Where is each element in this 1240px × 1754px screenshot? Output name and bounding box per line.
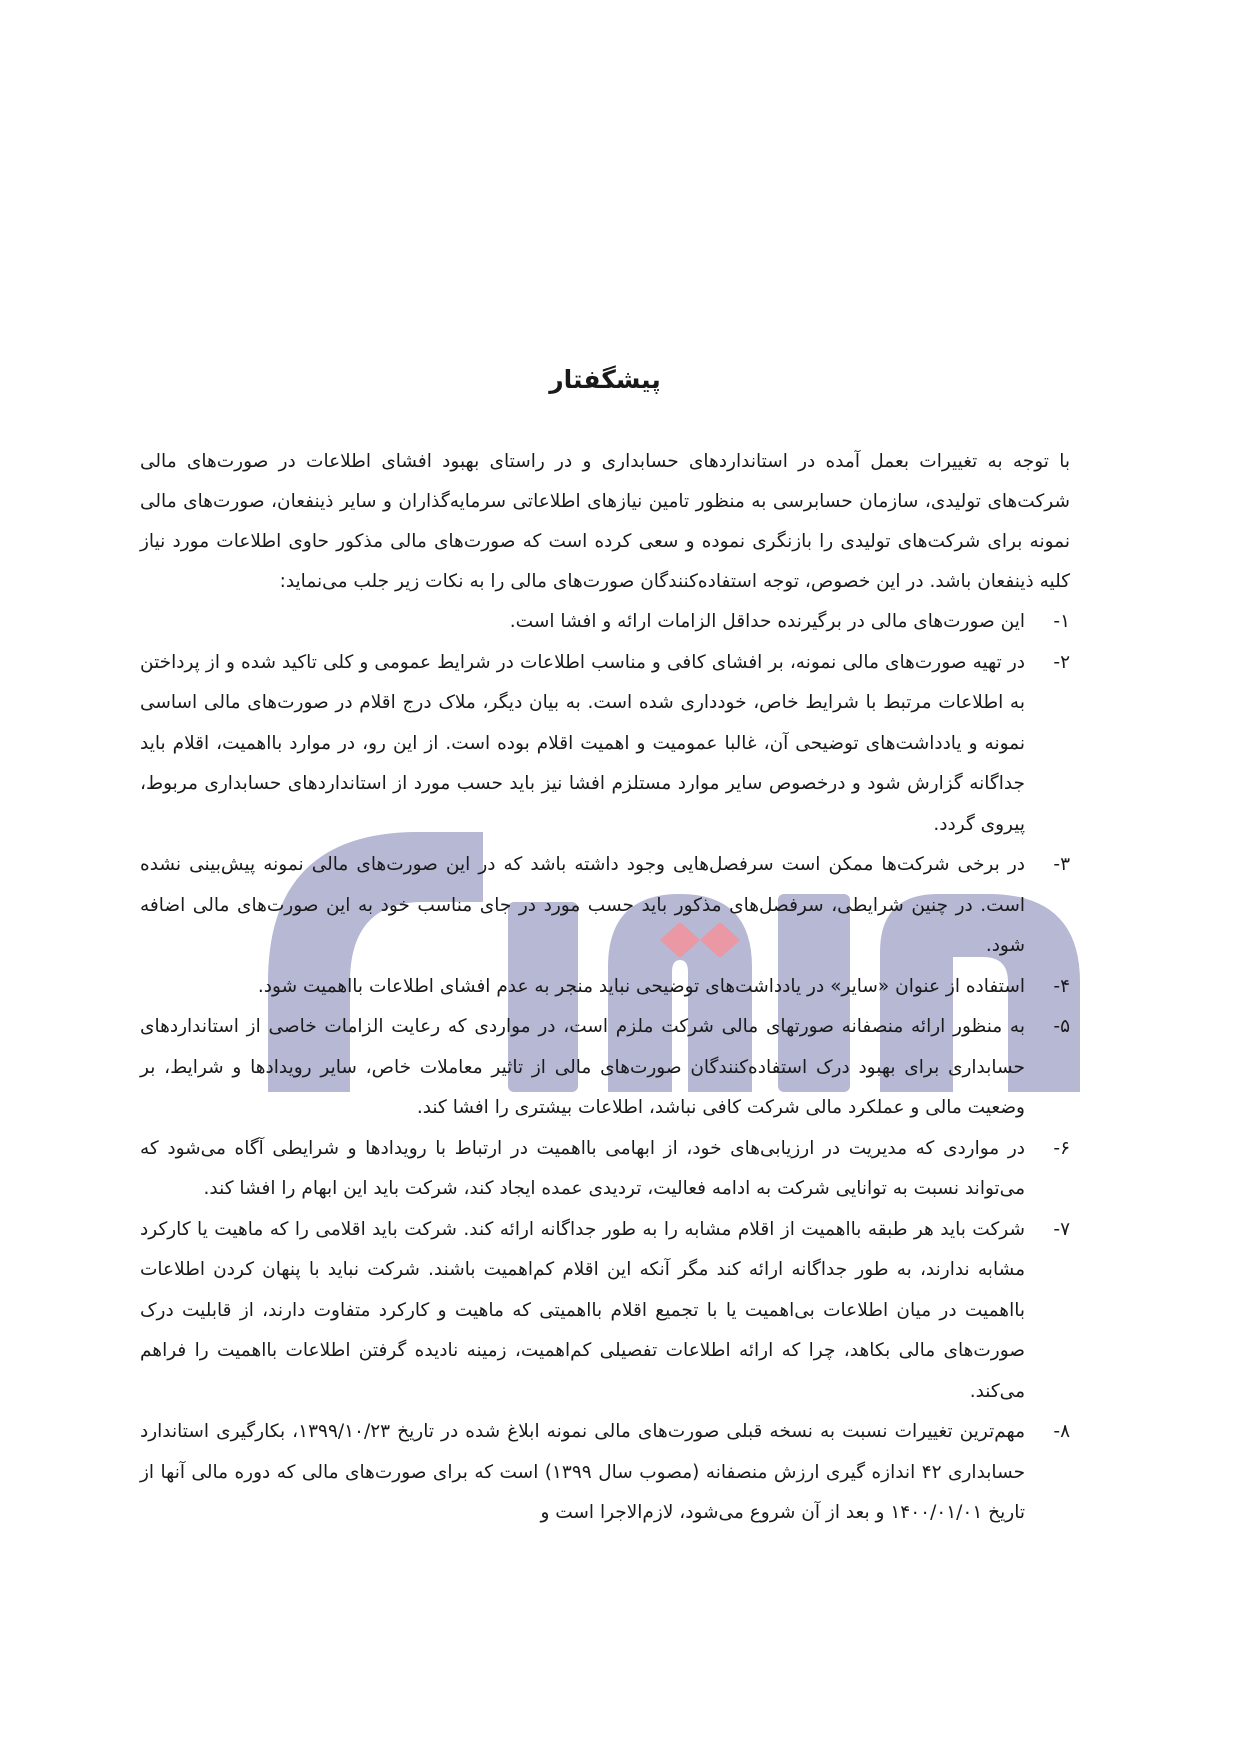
list-item-number: ۵- bbox=[1053, 1016, 1070, 1037]
list-item-number: ۸- bbox=[1053, 1421, 1070, 1442]
list-item bbox=[140, 643, 1070, 846]
list-item-text: مهم‌ترین تغییرات نسبت به نسخه قبلی صورت‌های مالی نمونه ابلاغ شده در تاریخ ۱۳۹۹/۱۰/۲۳، بکارگیری استاندارد حسابداری ۴۲ اندازه گیری ارزش منصفانه (مصوب سال ۱۳۹۹) است که برای صورت‌های مالی که دوره مالی آنها از تاریخ ۱۴۰۰/۰۱/۰۱ و بعد از آن شروع می‌شود، لازم‌الاجرا است و bbox=[140, 1421, 1026, 1523]
list-item-text: در برخی شرکت‌ها ممکن است سرفصل‌هایی وجود داشته باشد که در این صورت‌های مالی نمونه پیش‌بینی نشده است. در چنین شرایطی، سرفصل‌های مذکور باید حسب مورد در جای مناسب خود به این صورت‌های مالی اضافه شود. bbox=[140, 854, 1025, 956]
list-item-number: ۶- bbox=[1053, 1137, 1070, 1159]
list-item-text: به منظور ارائه منصفانه صورتهای مالی شرکت ملزم است، در مواردی که رعایت الزامات خاصی از استانداردهای حسابداری برای بهبود درک استفاده‌کنندگان صورت‌های مالی از تاثیر معاملات خاص، سایر رویدادها و شرایط، بر وضعیت مالی و عملکرد مالی شرکت کافی نباشد، اطلاعات بیشتری را افشا کند. bbox=[140, 1016, 1025, 1118]
list-item-number: ۱- bbox=[1053, 611, 1070, 632]
list-item bbox=[140, 1007, 1070, 1129]
numbered-list bbox=[140, 602, 1070, 1534]
list-item bbox=[140, 1129, 1070, 1210]
list-item-text: شرکت باید هر طبقه بااهمیت از اقلام مشابه را به طور جداگانه ارائه کند. شرکت باید اقلامی را که ماهیت یا کارکرد مشابه ندارند، به طور جداگانه ارائه کند مگر آنکه این اقلام کم‌اهمیت باشند. شرکت نباید با پنهان کردن اطلاعات بااهمیت در میان اطلاعات بی‌اهمیت یا با تجمیع اقلام بااهمیتی که ماهیت و کارکرد متفاوت دارند، از قابلیت درک صورت‌های مالی بکاهد، چرا که ارائه اطلاعات تفصیلی کم‌اهمیت، زمینه نادیده گرفتن اطلاعات بااهمیت را فراهم می‌کند. bbox=[140, 1218, 1025, 1402]
list-item-text: در مواردی که مدیریت در ارزیابی‌های خود، از ابهامی بااهمیت در ارتباط با رویدادها و شرایطی آگاه می‌شود که می‌تواند نسبت به توانایی شرکت به ادامه فعالیت، تردیدی عمده ایجاد کند، شرکت باید این ابهام را افشا کند. bbox=[140, 1137, 1025, 1199]
list-item bbox=[140, 845, 1070, 967]
intro-paragraph: با توجه به تغییرات بعمل آمده در استانداردهای حسابداری و در راستای بهبود افشای اطلاعات در صورت‌های مالی شرکت‌های تولیدی، سازمان حسابرسی به منظور تامین نیازهای اطلاعاتی سرمایه‌گذاران و سایر ذینفعان، صورت‌های مالی نمونه برای شرکت‌های تولیدی را بازنگری نموده و سعی کرده است که صورت‌های مالی مذکور حاوی اطلاعات مورد نیاز کلیه ذینفعان باشد. در این خصوص، توجه استفاده‌کنندگان صورت‌های مالی را به نکات زیر جلب می‌نماید: bbox=[140, 451, 1070, 592]
list-item-number: ۷- bbox=[1053, 1218, 1070, 1240]
list-item bbox=[140, 1210, 1070, 1413]
list-item-text: استفاده از عنوان «سایر» در یادداشت‌های توضیحی نباید منجر به عدم افشای اطلاعات بااهمیت شود. bbox=[257, 975, 1025, 997]
list-item-number: ۴- bbox=[1053, 975, 1070, 997]
list-item bbox=[140, 1412, 1070, 1534]
list-item-text: در تهیه صورت‌های مالی نمونه، بر افشای کافی و مناسب اطلاعات در شرایط عمومی و کلی تاکید شده و از پرداختن به اطلاعات مرتبط با شرایط خاص، خودداری شده است. به بیان دیگر، ملاک درج اقلام در صورت‌های مالی اساسی نمونه و یادداشت‌های توضیحی آن، غالبا عمومیت و اهمیت اقلام بوده است. از این رو، در موارد بااهمیت، اقلام باید جداگانه گزارش شود و درخصوص سایر موارد مستلزم افشا نیز باید حسب مورد از استانداردهای حسابداری مربوط، پیروی گردد. bbox=[140, 651, 1025, 835]
list-item-text: این صورت‌های مالی در برگیرنده حداقل الزامات ارائه و افشا است. bbox=[509, 611, 1025, 632]
list-item bbox=[140, 967, 1070, 1008]
list-item-number: ۳- bbox=[1053, 854, 1070, 875]
document-content bbox=[140, 360, 1070, 1534]
page-title: پیشگفتار bbox=[549, 365, 661, 394]
list-item bbox=[140, 602, 1070, 643]
list-item-number: ۲- bbox=[1053, 651, 1070, 673]
